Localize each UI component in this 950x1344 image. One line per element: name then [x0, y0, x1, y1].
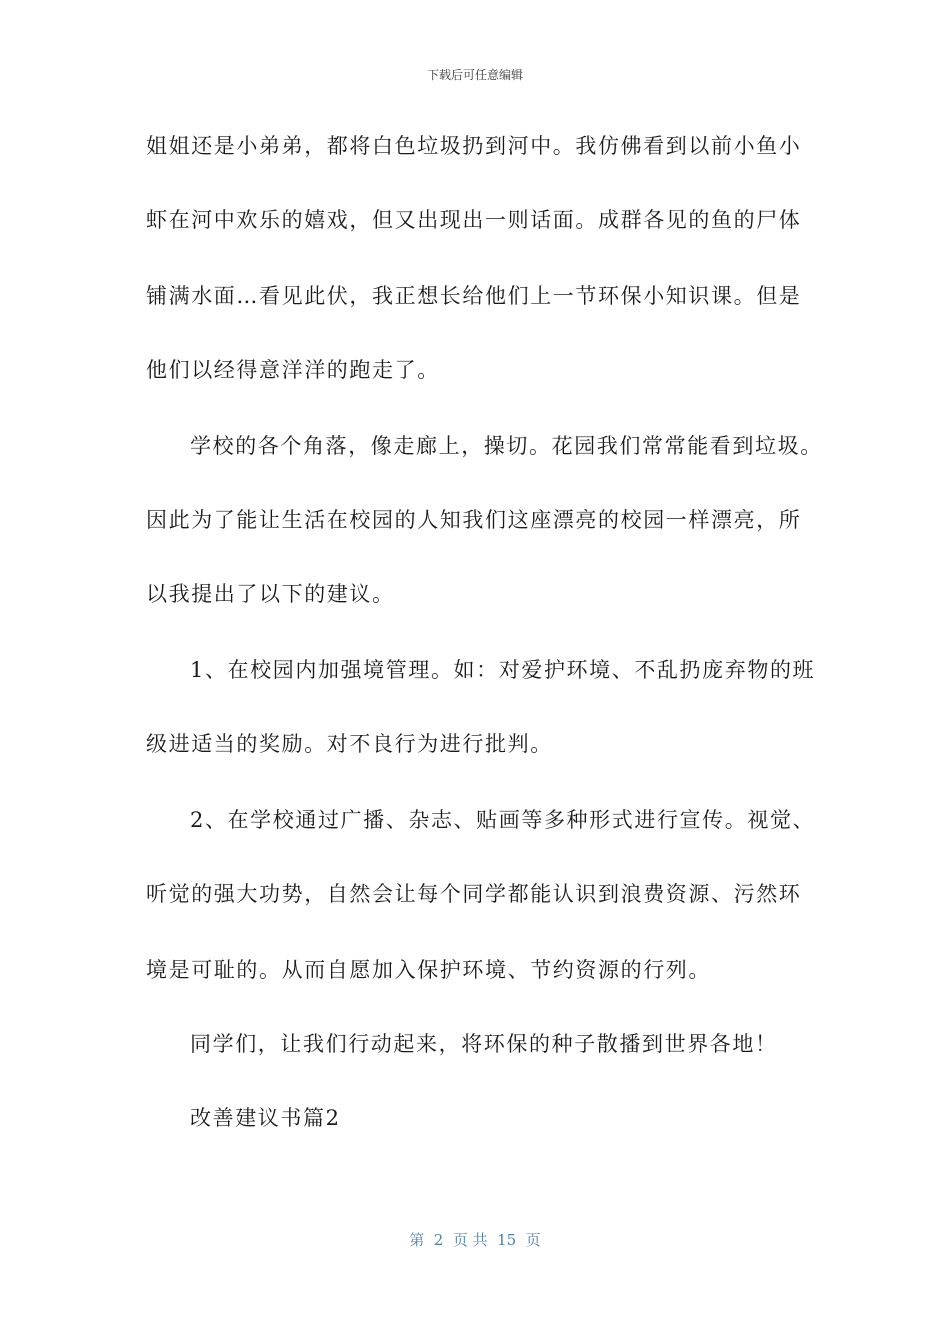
text-line: 级进适当的奖励。对不良行为进行批判。: [146, 732, 553, 756]
page-number: 第 2 页 共 15 页: [409, 1231, 541, 1249]
paragraph-start: 学校的各个角落，像走廊上，操切。花园我们常常能看到垃圾。: [190, 434, 823, 458]
suggestion-item-2: 2、在学校通过广播、杂志、贴画等多种形式进行宣传。视觉、: [190, 808, 816, 832]
section-title: 改善建议书篇2: [190, 1106, 341, 1130]
text-line: 他们以经得意洋洋的跑走了。: [146, 358, 440, 382]
text-line: 听觉的强大功势，自然会让每个同学都能认识到浪费资源、污然环: [146, 882, 802, 906]
text-line: 境是可耻的。从而自愿加入保护环境、节约资源的行列。: [146, 958, 711, 982]
closing-paragraph: 同学们，让我们行动起来，将环保的种子散播到世界各地！: [190, 1032, 778, 1056]
page-header: 下载后可任意编辑: [426, 68, 523, 82]
text-line: 铺满水面…看见此伏，我正想长给他们上一节环保小知识课。但是: [146, 284, 802, 308]
text-line: 虾在河中欢乐的嬉戏，但又出现出一则话面。成群各见的鱼的尸体: [146, 208, 802, 232]
suggestion-item-1: 1、在校园内加强境管理。如：对爱护环境、不乱扔庞弃物的班: [190, 658, 816, 682]
text-line: 以我提出了以下的建议。: [146, 582, 395, 606]
text-line: 姐姐还是小弟弟，都将白色垃圾扔到河中。我仿佛看到以前小鱼小: [146, 134, 802, 158]
text-line: 因此为了能让生活在校园的人知我们这座漂亮的校园一样漂亮，所: [146, 508, 802, 532]
